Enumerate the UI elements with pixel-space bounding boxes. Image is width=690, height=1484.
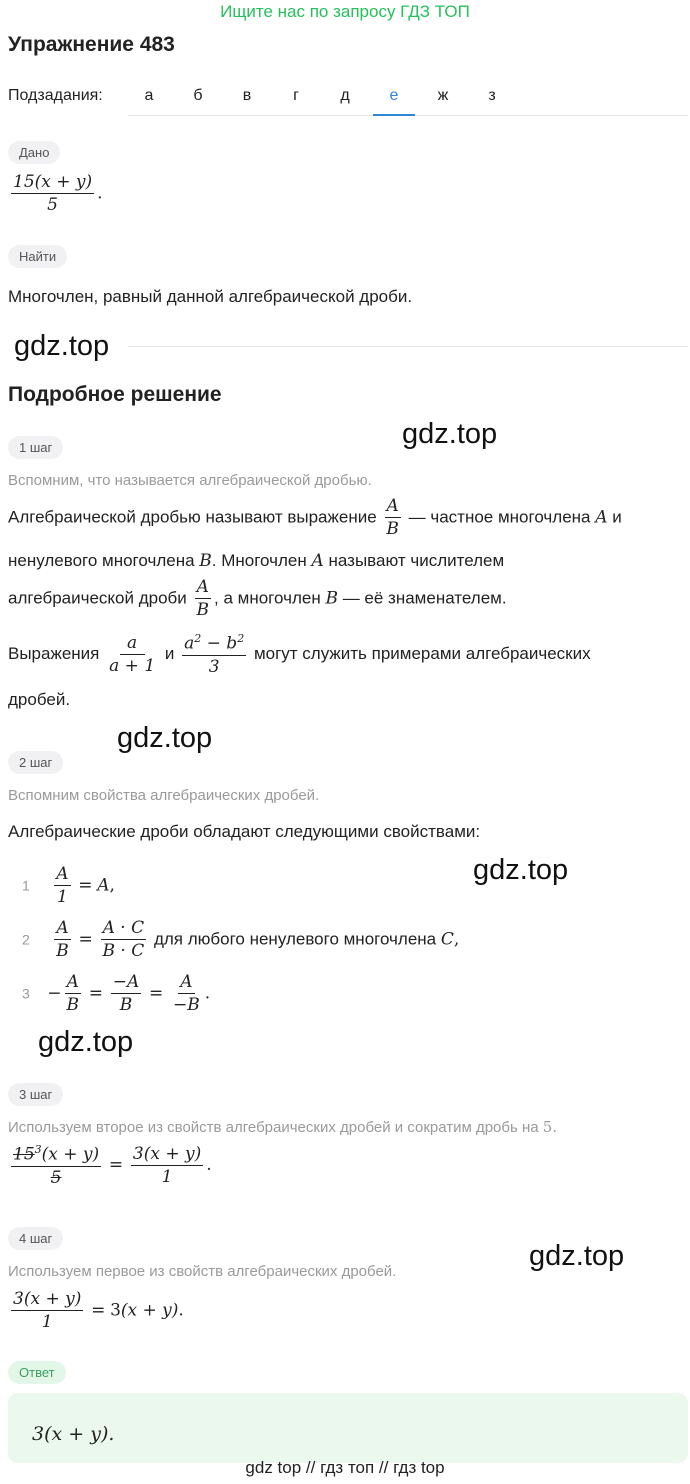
- text: могут служить примерами алгебраических: [253, 644, 591, 664]
- watermark: gdz.top: [117, 722, 213, 754]
- property-2: 2 $\frac{A}{B}$ = $\frac{A \cdot C}{B \cdot C}$ для любого ненулевого многочлена C,: [22, 918, 460, 962]
- text: Используем второе из свойств алгебраических дробей и сократим дробь на: [8, 1119, 539, 1136]
- watermark: gdz.top: [402, 418, 498, 450]
- watermark: gdz.top: [529, 1240, 625, 1272]
- step4-chip: 4 шаг: [8, 1227, 63, 1250]
- text: — её знаменателем.: [342, 588, 507, 608]
- text: и: [612, 507, 622, 527]
- tab-z[interactable]: з: [488, 87, 496, 104]
- answer-value: 3(x + y).: [32, 1423, 115, 1445]
- text: для любого ненулевого многочлена: [153, 929, 437, 949]
- text: называют числителем: [328, 551, 505, 570]
- given-chip: Дано: [8, 141, 60, 164]
- property-3: 3 − $\frac{A}{B}$ = $\frac{-A}{B}$ = $\frac{A}{-B}$ .: [22, 972, 211, 1016]
- subtasks-tabs: [128, 78, 688, 116]
- step2-hint: Вспомним свойства алгебраических дробей.: [8, 787, 320, 804]
- tab-g[interactable]: г: [293, 87, 299, 104]
- step1-hint: Вспомним, что называется алгебраической дробью.: [8, 472, 372, 489]
- tab-a[interactable]: а: [144, 87, 154, 104]
- tab-d[interactable]: д: [340, 87, 350, 104]
- list-number: 1: [22, 877, 30, 894]
- find-text: Многочлен, равный данной алгебраической дроби.: [8, 287, 413, 306]
- step1-line4: Выражения $\frac{a}{a + 1}$ и $\frac{a^2 - b^2}{3}$ могут служить примерами алгебраических: [8, 632, 591, 678]
- given-numerator: 15(x + y): [11, 172, 94, 194]
- promo-banner[interactable]: Ищите нас по запросу ГДЗ ТОП: [220, 2, 470, 21]
- text: Выражения: [8, 644, 100, 664]
- text: ненулевого многочлена: [8, 551, 195, 570]
- watermark: gdz.top: [38, 1026, 134, 1058]
- text: алгебраической дроби: [8, 588, 187, 608]
- tab-e[interactable]: е: [373, 78, 415, 116]
- list-number: 2: [22, 931, 30, 948]
- property-1: 1 $\frac{A}{1}$ = A,: [22, 864, 115, 908]
- step1-line5: дробей.: [8, 690, 71, 709]
- given-formula: $\frac{15(x + y)}{5}$ .: [13, 172, 103, 216]
- text: Алгебраической дробью называют выражение: [8, 507, 377, 527]
- watermark: gdz.top: [473, 854, 569, 886]
- divider: [128, 346, 688, 347]
- step3-chip: 3 шаг: [8, 1083, 63, 1106]
- step2-chip: 2 шаг: [8, 751, 63, 774]
- given-denominator: 5: [47, 195, 58, 216]
- subtasks-label: Подзадания:: [8, 87, 103, 104]
- step1-line3: алгебраической дроби $\frac{A}{B}$ , а многочлен B — её знаменателем.: [8, 577, 507, 621]
- text: — частное многочлена: [408, 507, 591, 527]
- tab-zh[interactable]: ж: [437, 87, 449, 104]
- step1-line2: ненулевого многочлена B. Многочлен A называют числителем: [8, 551, 505, 571]
- watermark: gdz.top: [14, 330, 110, 362]
- step2-intro: Алгебраические дроби обладают следующими свойствами:: [8, 822, 481, 841]
- step4-formula: $\frac{3(x + y)}{1}$ = 3(x + y).: [13, 1289, 184, 1333]
- step3-hint: [8, 1118, 557, 1136]
- step1-chip: 1 шаг: [8, 436, 63, 459]
- tab-b[interactable]: б: [193, 87, 203, 104]
- step3-formula: $\frac{15^3(x + y)}{5}$ = $\frac{3(x + y)}{1}$ .: [13, 1143, 212, 1189]
- tab-v[interactable]: в: [242, 87, 252, 104]
- text: 5.: [542, 1118, 558, 1136]
- answer-chip: Ответ: [8, 1361, 66, 1384]
- find-chip: Найти: [8, 245, 67, 268]
- page-title: Упражнение 483: [8, 33, 175, 56]
- text: , а многочлен: [214, 588, 321, 608]
- solution-title: Подробное решение: [8, 383, 222, 406]
- step4-hint: Используем первое из свойств алгебраических дробей.: [8, 1263, 397, 1280]
- text: и: [164, 644, 175, 664]
- text: . Многочлен: [211, 551, 307, 570]
- list-number: 3: [22, 985, 30, 1002]
- footer-links[interactable]: gdz top // гдз топ // гдз top: [245, 1458, 445, 1477]
- step1-line1: Алгебраической дробью называют выражение $\frac{A}{B}$ — частное многочлена A и: [8, 496, 622, 540]
